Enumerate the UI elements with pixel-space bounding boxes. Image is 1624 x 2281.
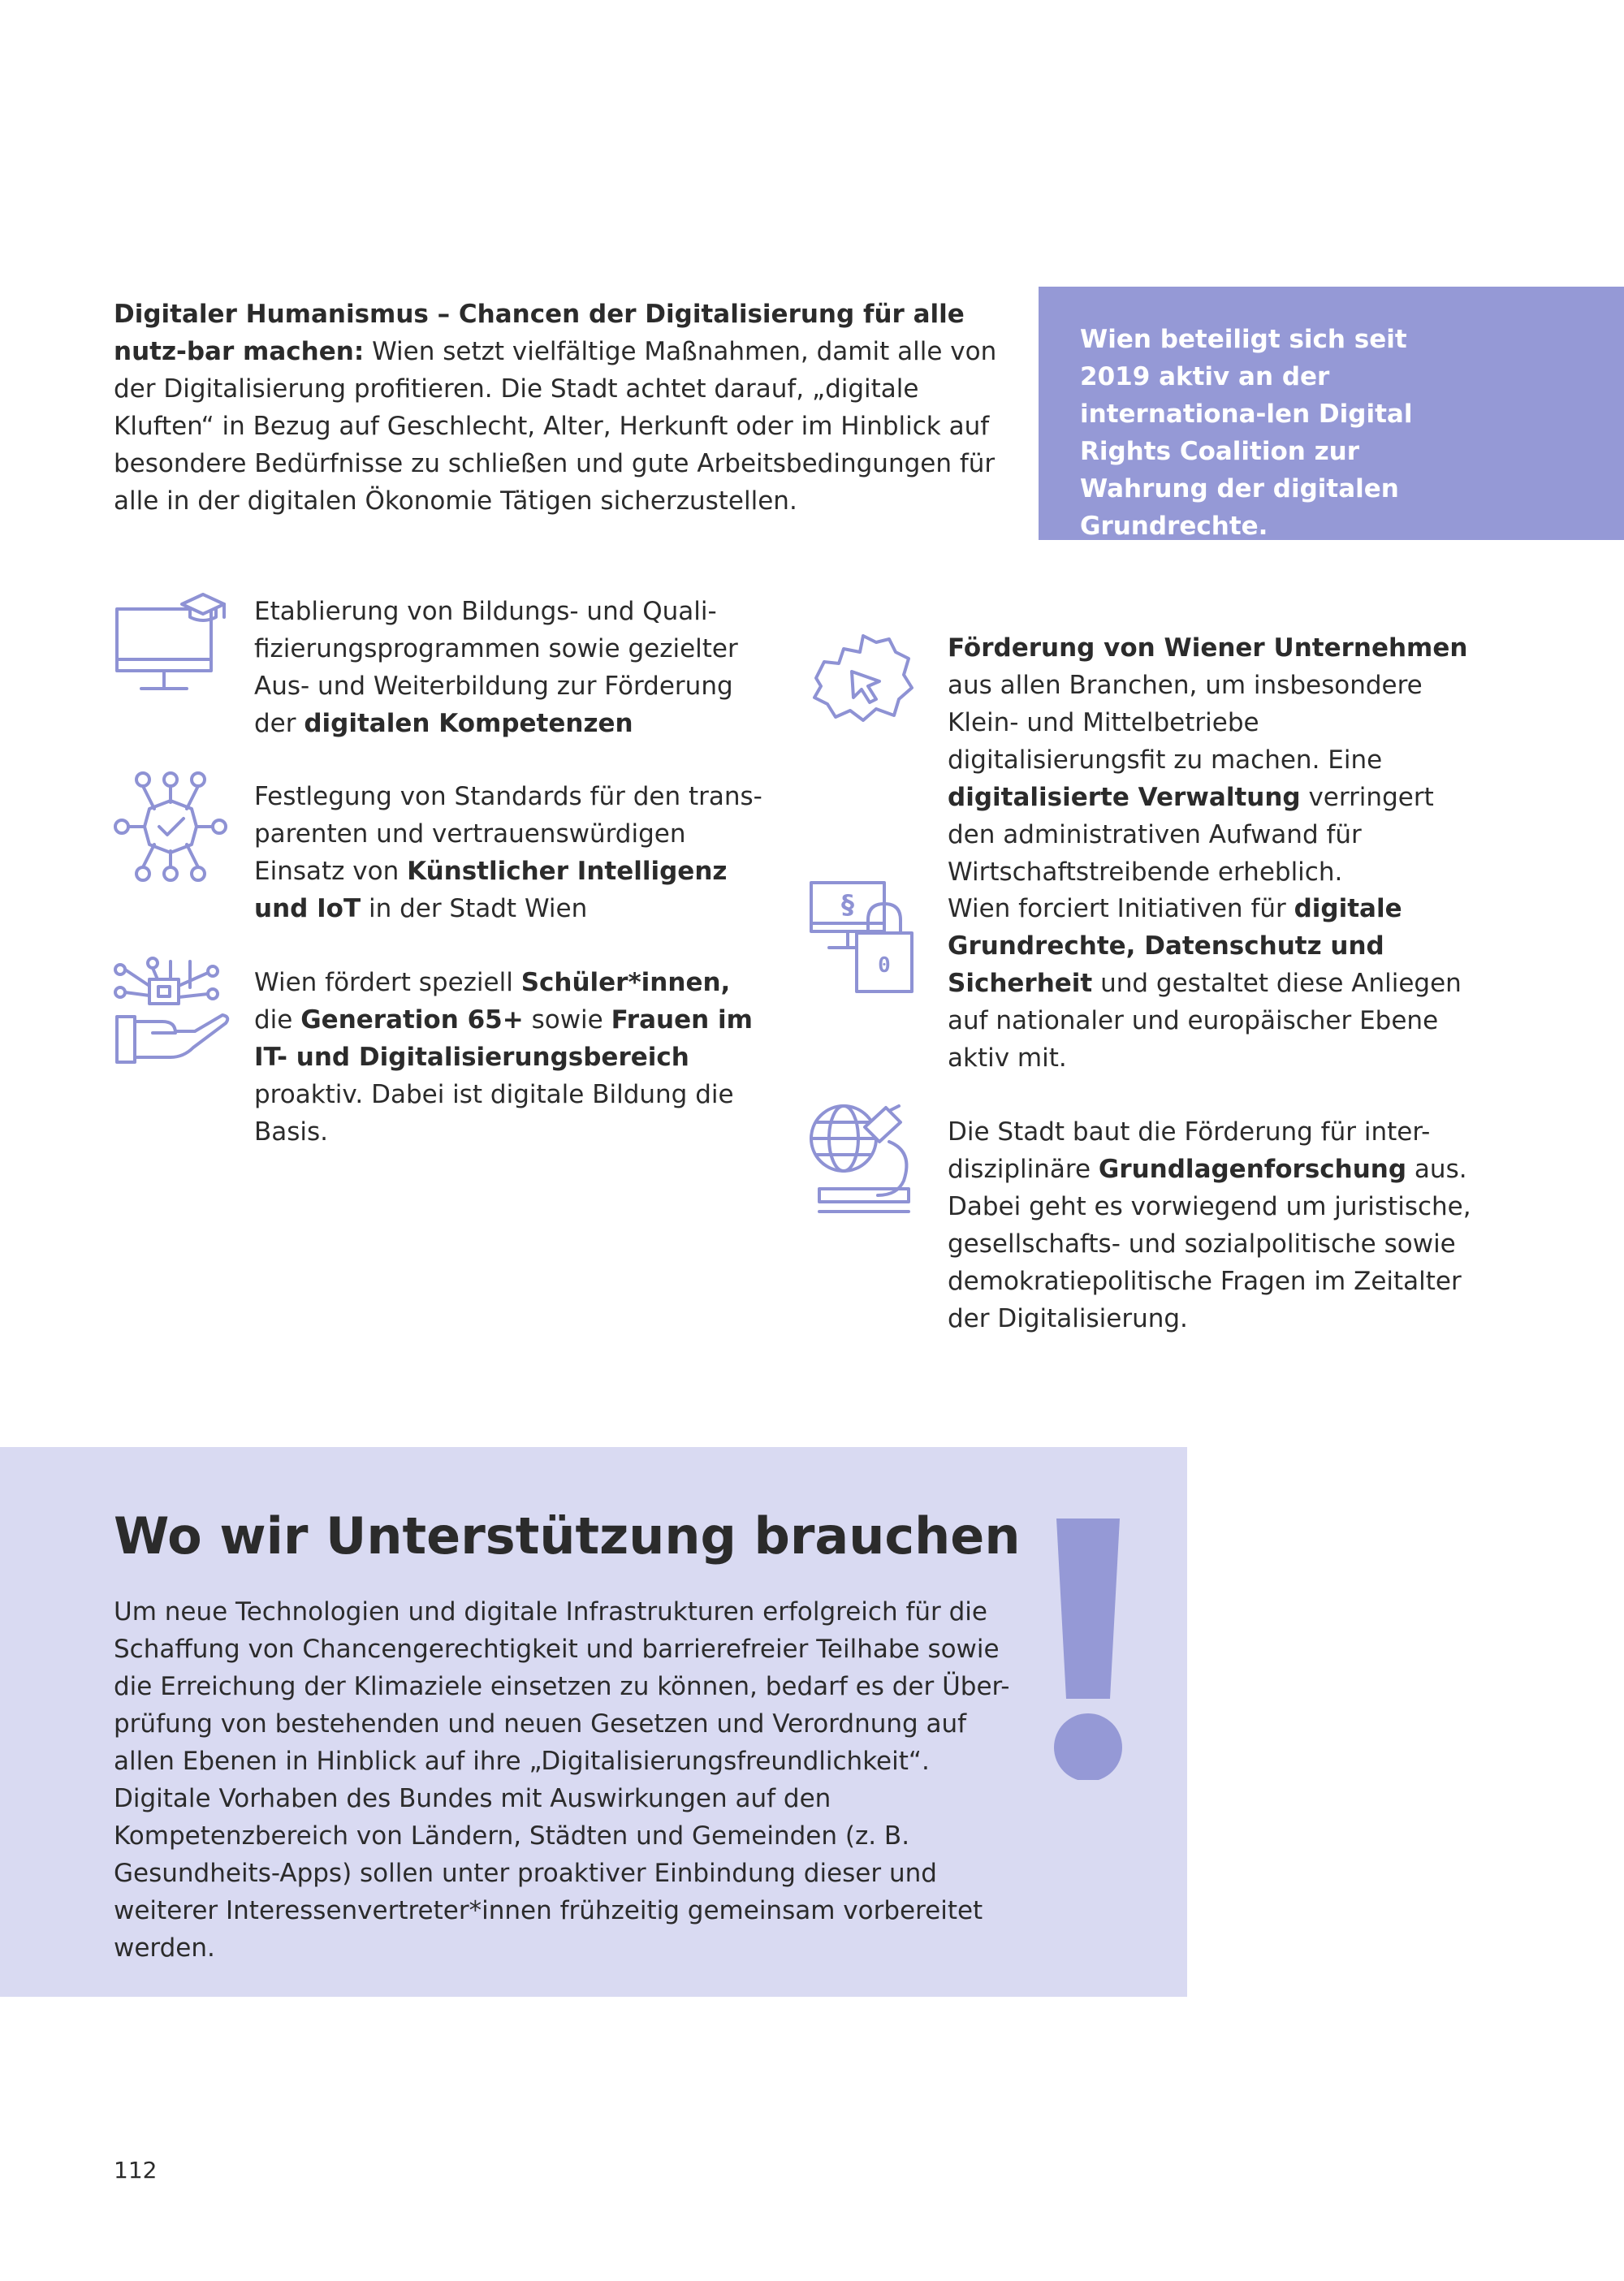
callout-box xyxy=(1039,287,1624,540)
support-section xyxy=(0,1447,1187,1997)
feature-business-t1: aus allen Branchen, um insbesondere Klein- und Mittelbetriebe digitalisierungsfit zu machen. Eine xyxy=(948,671,1423,775)
globe-microscope-icon xyxy=(808,1103,922,1216)
feature-rights-t1: Wien forciert Initiativen für xyxy=(948,894,1294,923)
feature-education-b1: digitalen Kompetenzen xyxy=(304,709,633,738)
feature-business-b2: digitalisierte Verwaltung xyxy=(948,783,1301,812)
network-checkmark-icon xyxy=(114,770,227,883)
feature-inclusion-t1: Wien fördert speziell xyxy=(254,968,521,997)
feature-business-t2: verringert den administrativen Aufwand für Wirtschaftstreibende erheblich. xyxy=(948,783,1434,887)
feature-inclusion-b3: Frauen im IT- und Digitalisierungsbereich xyxy=(254,1005,753,1072)
feature-inclusion-b1: Schüler*innen, xyxy=(520,968,731,997)
feature-ai-b1: Künstlicher Intelligenz und IoT xyxy=(254,857,728,923)
feature-inclusion-text xyxy=(254,964,774,1151)
feature-research-t2: aus. Dabei geht es vorwiegend um juristische, gesellschafts- und sozialpolitische sowie demokratiepolitische Fragen im Zeitalter der Digitalisierung. xyxy=(948,1155,1471,1333)
feature-inclusion-t4: proaktiv. Dabei ist digitale Bildung die Basis. xyxy=(254,1080,734,1147)
feature-inclusion-t2: die xyxy=(254,1005,301,1035)
feature-inclusion-t3: sowie xyxy=(523,1005,611,1035)
intro-body: Wien setzt vielfältige Maßnahmen, damit alle von der Digitalisierung profitieren. Die Stadt achtet darauf, „digitale Kluften“ in Bezug auf Geschlecht, Alter, Herkunft oder im Hinblick auf besondere Bedürfnisse zu schließen und gute Arbeitsbedingungen für alle in der digitalen Ökonomie Tätigen sicherzustellen. xyxy=(114,337,997,516)
feature-research-b1: Grundlagenforschung xyxy=(1098,1155,1407,1184)
feature-ai-text xyxy=(254,778,774,927)
feature-education-text xyxy=(254,593,774,742)
feature-research-text xyxy=(948,1113,1475,1337)
hand-circuit-icon xyxy=(114,957,231,1066)
intro-lead: Digitaler Humanismus – Chancen der Digitalisierung für alle nutz-bar machen: xyxy=(114,300,965,366)
feature-ai-t1: Festlegung von Standards für den trans-parenten und vertrauenswürdigen Einsatz von xyxy=(254,782,762,886)
svg-text:§: § xyxy=(841,889,854,920)
support-body: Um neue Technologien und digitale Infrastrukturen erfolgreich für die Schaffung von Chancengerechtigkeit und barrierefreier Teilhabe sowie die Erreichung der Klimaziele einsetzen zu können, bedarf es der Über-prüfung von bestehenden und neuen Gesetzen und Verordnung auf allen Ebenen in Hinblick auf ihre „Digitalisierungsfreundlichkeit“. Digitale Vorhaben des Bundes mit Auswirkungen auf den Kompetenzbereich von Ländern, Städten und Gemeinden (z. B. Gesundheits-Apps) sollen unter proaktiver Einbindung dieser und weiterer Interessenvertreter*innen frühzeitig gemeinsam vorbereitet werden. xyxy=(114,1597,1010,1963)
feature-rights-t2: und gestaltet diese Anliegen auf nationaler und europäischer Ebene aktiv mit. xyxy=(948,969,1462,1073)
monitor-graduation-cap-icon xyxy=(114,591,227,697)
exclamation-mark-icon xyxy=(1052,1512,1125,1783)
feature-research-t1: Die Stadt baut die Förderung für inter-disziplinäre xyxy=(948,1117,1431,1184)
intro-paragraph xyxy=(114,296,999,520)
feature-education-t1: Etablierung von Bildungs- und Quali-fizierungsprogrammen sowie gezielter Aus- und Weiterbildung zur Förderung der xyxy=(254,597,738,738)
callout-text: Wien beteiligt sich seit 2019 aktiv an der internationa-len Digital Rights Coalition zur Wahrung der digitalen Grundrechte. xyxy=(1080,325,1413,541)
feature-inclusion-b2: Generation 65+ xyxy=(300,1005,524,1035)
feature-rights-text xyxy=(948,890,1475,1077)
page-number: 112 xyxy=(114,2157,158,2184)
support-heading: Wo wir Unterstützung brauchen xyxy=(114,1506,1021,1566)
vienna-map-cursor-icon xyxy=(810,631,915,724)
feature-ai-t2: in der Stadt Wien xyxy=(361,894,588,923)
feature-business-text xyxy=(948,629,1475,891)
feature-business-b1: Förderung von Wiener Unternehmen xyxy=(948,633,1468,663)
monitor-paragraph-lock-icon xyxy=(808,879,922,997)
svg-text:0: 0 xyxy=(878,953,891,978)
feature-rights-b1: digitale Grundrechte, Datenschutz und Sicherheit xyxy=(948,894,1402,998)
